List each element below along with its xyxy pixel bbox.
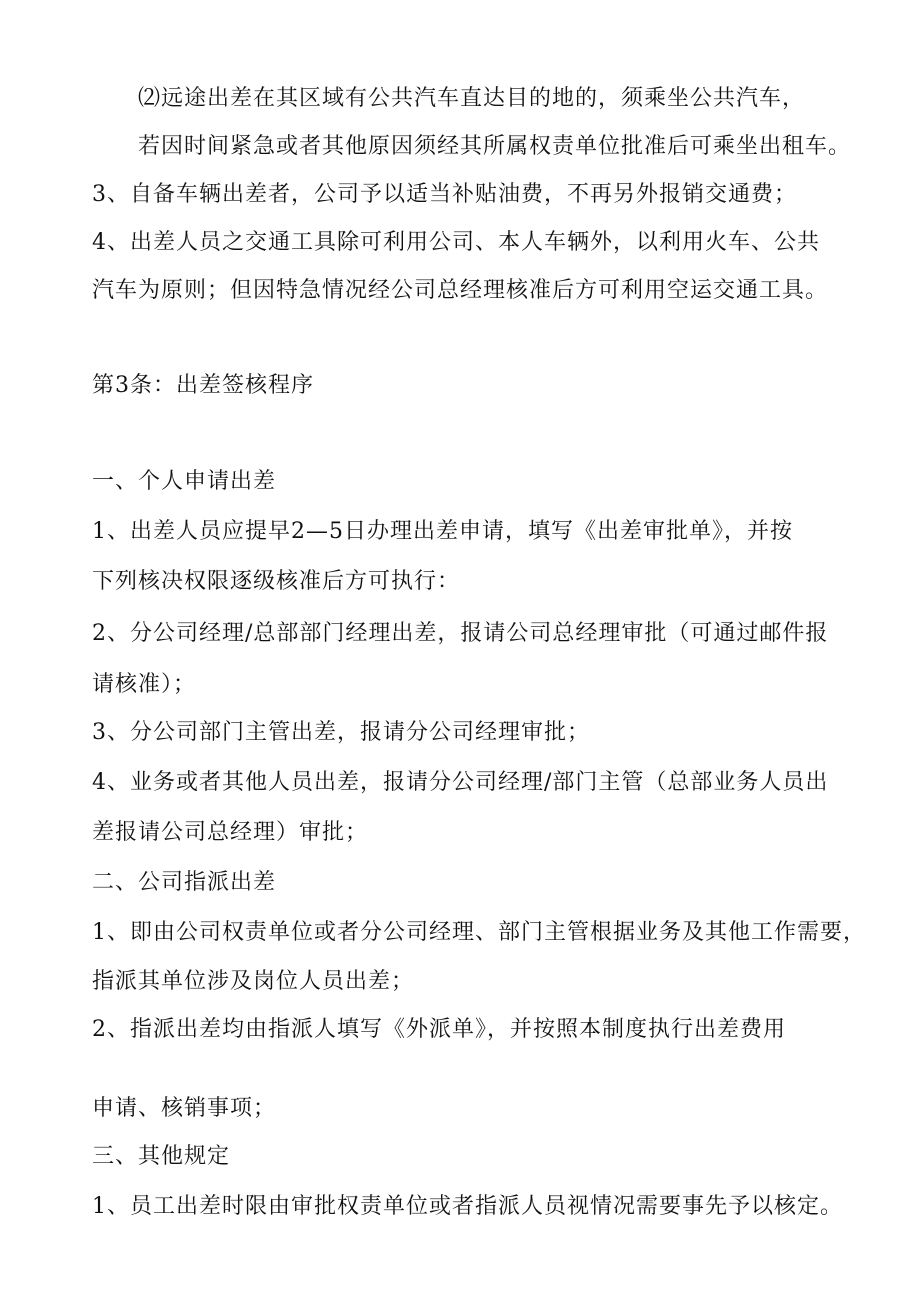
subsection-heading: 三、其他规定 xyxy=(92,1144,231,1169)
text-line: 请核准）； xyxy=(92,672,197,697)
text-line: 申请、核销事项； xyxy=(92,1096,277,1121)
text-line: ⑵远途出差在其区域有公共汽车直达目的地的，须乘坐公共汽车， xyxy=(138,86,806,111)
text-line: 4、出差人员之交通工具除可利用公司、本人车辆外，以利用火车、公共 xyxy=(92,230,820,255)
section-heading: 第3条：出差签核程序 xyxy=(92,373,314,398)
text-line: 汽车为原则；但因特急情况经公司总经理核准后方可利用空运交通工具。 xyxy=(92,278,829,303)
text-line: 1、员工出差时限由审批权责单位或者指派人员视情况需要事先予以核定。 xyxy=(92,1194,843,1219)
text-line: 3、分公司部门主管出差，报请分公司经理审批； xyxy=(92,720,590,745)
text-line: 下列核决权限逐级核准后方可执行： xyxy=(92,569,461,594)
text-line: 2、指派出差均由指派人填写《外派单》，并按照本制度执行出差费用 xyxy=(92,1017,786,1042)
subsection-heading: 一、个人申请出差 xyxy=(92,469,277,494)
text-line: 差报请公司总经理）审批； xyxy=(92,820,369,845)
text-line: 3、自备车辆出差者，公司予以适当补贴油费，不再另外报销交通费； xyxy=(92,182,797,207)
subsection-heading: 二、公司指派出差 xyxy=(92,870,277,895)
text-line: 2、分公司经理/总部部门经理出差，报请公司总经理审批（可通过邮件报 xyxy=(92,621,829,646)
text-line: 指派其单位涉及岗位人员出差； xyxy=(92,969,415,994)
text-line: 若因时间紧急或者其他原因须经其所属权责单位批准后可乘坐出租车。 xyxy=(138,134,852,159)
text-line: 4、业务或者其他人员出差，报请分公司经理/部门主管（总部业务人员出 xyxy=(92,770,829,795)
text-line: 1、即由公司权责单位或者分公司经理、部门主管根据业务及其他工作需要， xyxy=(92,920,866,945)
text-line: 1、出差人员应提早2—5日办理出差申请，填写《出差审批单》，并按 xyxy=(92,519,793,544)
